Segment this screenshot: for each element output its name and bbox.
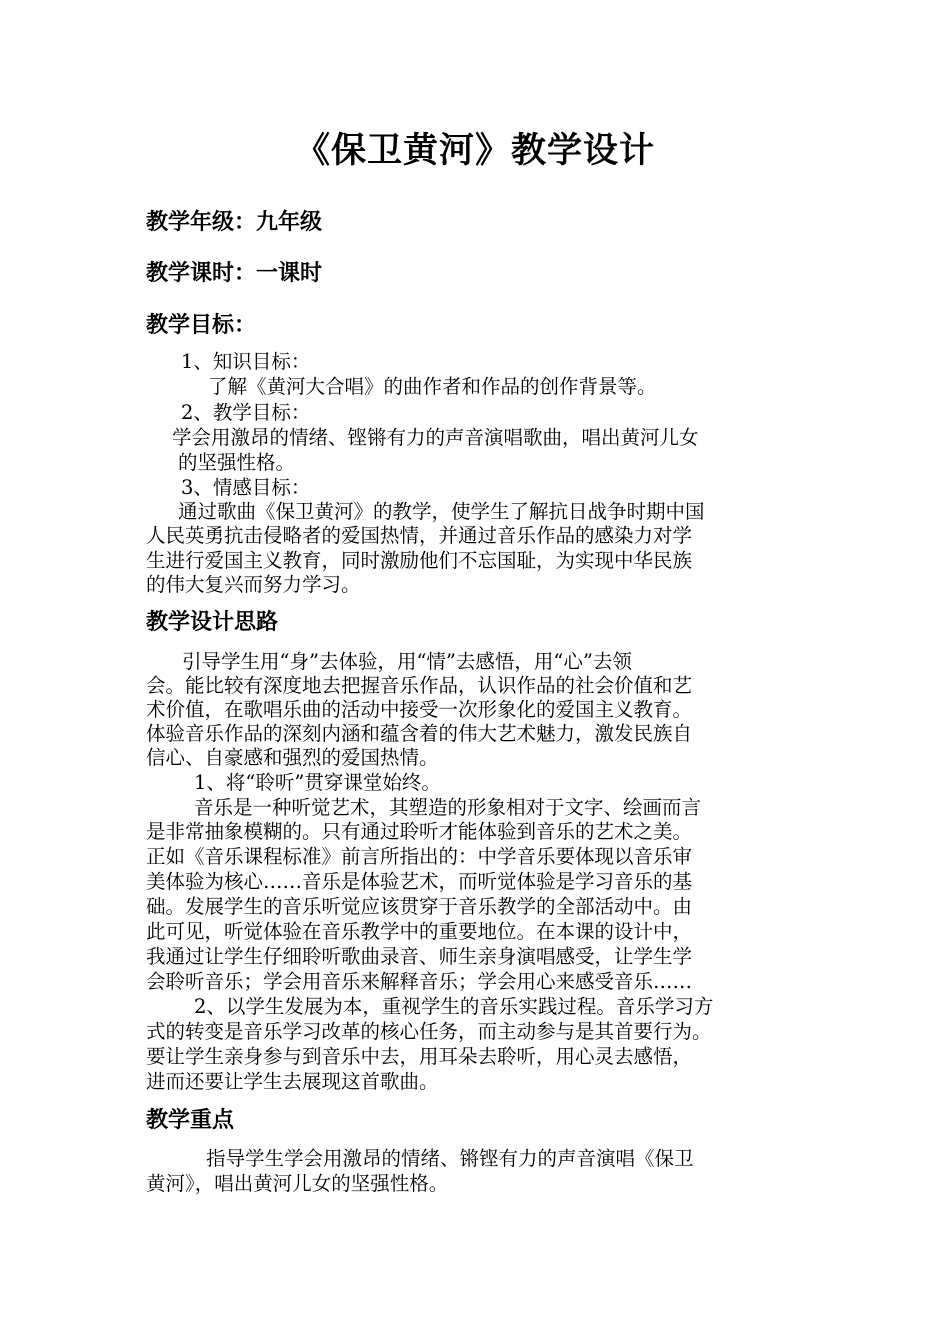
design-line: 式的转变是音乐学习改革的核心任务，而主动参与是其首要行为。 (146, 1020, 712, 1043)
design-heading: 教学设计思路 (146, 610, 279, 635)
design-line: 引导学生用“身”去体验，用“情”去感悟，用“心”去领 (182, 650, 632, 673)
design-line: 1、将“聆听”贯穿课堂始终。 (194, 771, 441, 794)
objective-line: 的坚强性格。 (178, 451, 296, 474)
objective-line: 人民英勇抗击侵略者的爱国热情，并通过音乐作品的感染力对学 (146, 524, 693, 547)
objective-line: 通过歌曲《保卫黄河》的教学，使学生了解抗日战争时期中国 (178, 500, 705, 523)
key-point-line: 黄河》，唱出黄河儿女的坚强性格。 (146, 1172, 449, 1195)
design-line: 音乐是一种听觉艺术，其塑造的形象相对于文字、绘画而言 (194, 796, 702, 819)
key-points-heading: 教学重点 (146, 1108, 235, 1133)
design-line: 体验音乐作品的深刻内涵和蕴含着的伟大艺术魅力，激发民族自 (146, 722, 693, 745)
grade-heading: 教学年级：九年级 (146, 210, 323, 235)
design-line: 信心、自豪感和强烈的爱国热情。 (146, 746, 439, 769)
objective-line: 了解《黄河大合唱》的曲作者和作品的创作背景等。 (208, 375, 657, 398)
design-line: 会。能比较有深度地去把握音乐作品，认识作品的社会价值和艺 (146, 674, 693, 697)
design-line: 美体验为核心……音乐是体验艺术，而听觉体验是学习音乐的基 (146, 870, 693, 893)
design-line: 此可见，听觉体验在音乐教学中的重要地位。在本课的设计中， (146, 920, 693, 943)
design-line: 2、以学生发展为本，重视学生的音乐实践过程。音乐学习方 (194, 995, 714, 1018)
key-point-line: 指导学生学会用激昂的情绪、锵铿有力的声音演唱《保卫 (206, 1147, 694, 1170)
objective-line: 3、情感目标： (181, 476, 311, 499)
design-line: 础。发展学生的音乐听觉应该贯穿于音乐教学的全部活动中。由 (146, 895, 693, 918)
design-line: 术价值，在歌唱乐曲的活动中接受一次形象化的爱国主义教育。 (146, 698, 693, 721)
class-hours-heading: 教学课时：一课时 (146, 261, 323, 286)
objective-line: 学会用激昂的情绪、铿锵有力的声音演唱歌曲，唱出黄河儿女 (172, 426, 699, 449)
document-title: 《保卫黄河》教学设计 (294, 130, 655, 171)
objective-line: 1、知识目标： (181, 350, 311, 373)
objectives-heading: 教学目标： (146, 313, 257, 338)
design-line: 要让学生亲身参与到音乐中去，用耳朵去聆听，用心灵去感悟， (146, 1045, 693, 1068)
design-line: 是非常抽象模糊的。只有通过聆听才能体验到音乐的艺术之美。 (146, 820, 693, 843)
objective-line: 2、教学目标： (181, 401, 311, 424)
design-line: 我通过让学生仔细聆听歌曲录音、师生亲身演唱感受，让学生学 (146, 945, 693, 968)
design-line: 进而还要让学生去展现这首歌曲。 (146, 1070, 439, 1093)
design-line: 会聆听音乐；学会用音乐来解释音乐；学会用心来感受音乐…… (146, 970, 693, 993)
design-line: 正如《音乐课程标准》前言所指出的：中学音乐要体现以音乐审 (146, 845, 693, 868)
objective-line: 生进行爱国主义教育，同时激励他们不忘国耻，为实现中华民族 (146, 549, 693, 572)
objective-line: 的伟大复兴而努力学习。 (146, 573, 361, 596)
